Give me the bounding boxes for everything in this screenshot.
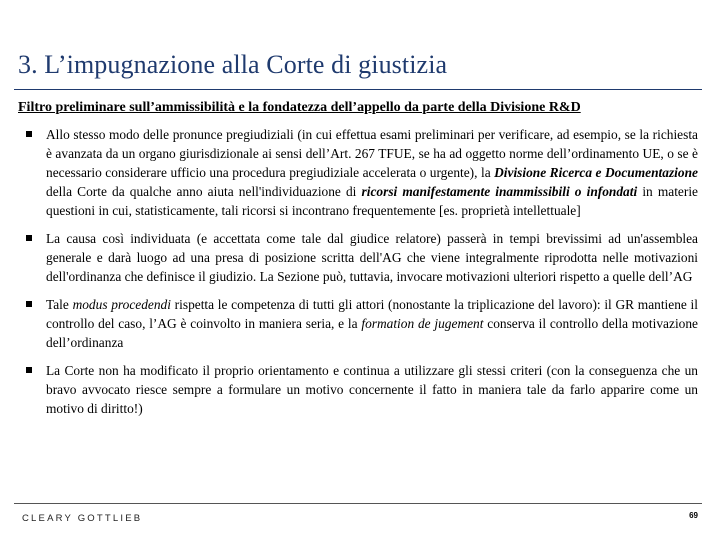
bullet-text — [46, 231, 698, 284]
square-bullet-icon — [26, 367, 32, 373]
bullet-text — [46, 363, 698, 416]
footer-divider — [14, 503, 702, 504]
text-run: Tale — [46, 297, 73, 312]
text-run: rispetta le competenza di tutti gli attori (nonostante la triplicazione del lavoro): il GR mantiene il controllo del caso, l’AG è coinvolto in maniera seria, e la — [46, 297, 698, 331]
square-bullet-icon — [26, 235, 32, 241]
cleary-gottlieb-logo: CLEARY GOTTLIEB — [22, 513, 143, 524]
text-run: della Corte da qualche anno aiuta nell'individuazione di — [46, 184, 362, 199]
emphasis-text: Divisione Ricerca e Documentazione — [494, 165, 698, 180]
square-bullet-icon — [26, 131, 32, 137]
bullet-item — [26, 125, 698, 220]
text-run: Allo stesso modo delle pronunce pregiudiziali (in cui effettua esami preliminari per verificare, ad esempio, se la richiesta è avanzata da un organo giurisdizionale ai sensi dell’Art. 267 TFUE, se ha ad oggetto norme dell’ordinamento UE, o se è necessario considerare ufficio una procedura pregiudiziale accelerata o urgente), la — [46, 127, 698, 180]
bullet-item — [26, 361, 698, 418]
page-number: 69 — [689, 511, 698, 520]
slide-title: 3. L’impugnazione alla Corte di giustizia — [18, 50, 448, 79]
square-bullet-icon — [26, 301, 32, 307]
bullet-list — [26, 125, 698, 427]
bullet-item — [26, 295, 698, 352]
emphasis-text: ricorsi manifestamente inammissibili o infondati — [361, 184, 638, 199]
bullet-text — [46, 127, 698, 218]
section-subtitle: Filtro preliminare sull’ammissibilità e la fondatezza dell’appello da parte della Divisione R&D — [18, 100, 581, 115]
text-run: conserva il controllo della motivazione dell’ordinanza — [46, 316, 698, 350]
title-divider — [14, 89, 702, 90]
text-run: La causa così individuata (e accettata come tale dal giudice relatore) passerà in tempi brevissimi ad un'assemblea generale e darà luogo ad una presa di posizione scritta dell'AG che viene integralmente riprodotta nelle motivazioni dell'ordinanza che definisce il giudizio. La Sezione può, tuttavia, invocare motivazioni ulteriori rispetto a quelle dell’AG — [46, 231, 698, 284]
text-run: in materie questioni in cui, statisticamente, tali ricorsi si incontrano frequentemente [es. proprietà intellettuale] — [46, 184, 698, 218]
bullet-text — [46, 297, 698, 350]
text-run: La Corte non ha modificato il proprio orientamento e continua a utilizzare gli stessi criteri (con la conseguenza che un bravo avvocato riesce sempre a formulare un motivo concernente il fatto in maniera tale da farlo apparire come un motivo di diritto!) — [46, 363, 698, 416]
bullet-item — [26, 229, 698, 286]
emphasis-text: formation de jugement — [361, 316, 484, 331]
emphasis-text: modus procedendi — [72, 297, 171, 312]
